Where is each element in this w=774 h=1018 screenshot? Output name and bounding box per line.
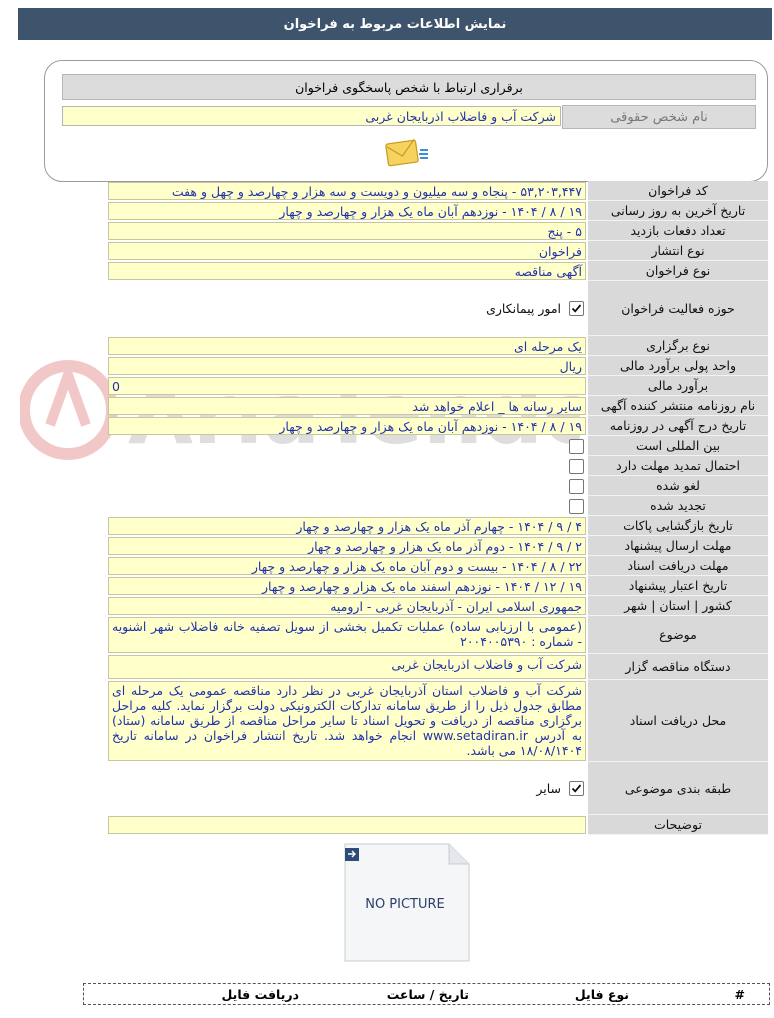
field-check-cancelled: [108, 476, 586, 496]
field-value-visit-count: ۵ - پنج: [108, 222, 586, 240]
field-label-last-update: تاریخ آخرین به روز رسانی: [588, 201, 768, 221]
field-row-proposal-validity: [108, 576, 768, 596]
field-row-holding-type: [108, 336, 768, 356]
contact-heading-text: برقراری ارتباط با شخص پاسخگوی فراخوان: [295, 79, 523, 95]
field-value-last-update: ۱۹ / ۸ / ۱۴۰۴ - نوزدهم آبان ماه یک هزار و چهارصد و چهار: [108, 202, 586, 220]
field-value-document-location: شرکت آب و فاضلاب استان آذربایجان غربی در نظر دارد مناقصه عمومی یک مرحله ای مطابق جدول ذیل را از طریق سامانه تدارکات الکترونیکی دولت برگزار نماید. کلیه مراحل برگزاری مناقصه از دریافت و تحویل اسناد تا سایر مراحل مناقصه از طریق سامانه (ستاد) به آدرس www.setadiran.ir انجام خواهد شد. تاریخ انتشار فراخوان در سامانه تاریخ ۱۸/۰۸/۱۴۰۴ می باشد.: [108, 681, 586, 761]
field-value-proposal-validity: ۱۹ / ۱۲ / ۱۴۰۴ - نوزدهم اسفند ماه یک هزار و چهارصد و چهار: [108, 577, 586, 595]
field-label-subject-category: طبقه بندی موضوعی: [588, 762, 768, 815]
field-value-holding-type: یک مرحله ای: [108, 337, 586, 355]
field-label-tender-type: نوع فراخوان: [588, 261, 768, 281]
checkbox-renewed[interactable]: [569, 499, 584, 514]
field-label-tendering-authority: دستگاه مناقصه گزار: [588, 654, 768, 680]
field-label-subject: موضوع: [588, 616, 768, 654]
legal-person-value: شرکت آب و فاضلاب اذربایجان غربی: [62, 106, 561, 126]
no-picture-image: [337, 840, 477, 965]
field-value-description: [108, 816, 586, 834]
field-row-document-deadline: [108, 556, 768, 576]
field-row-visit-count: [108, 221, 768, 241]
field-value-newspaper-name: سایر رسانه ها _ اعلام خواهد شد: [108, 397, 586, 415]
field-row-tender-code: [108, 181, 768, 201]
field-row-tender-type: [108, 261, 768, 281]
field-label-publish-type: نوع انتشار: [588, 241, 768, 261]
field-check-activity-field: [108, 281, 586, 336]
field-label-activity-field: حوزه فعالیت فراخوان: [588, 281, 768, 336]
field-label-tender-code: کد فراخوان: [588, 181, 768, 201]
field-value-tender-type: آگهی مناقصه: [108, 262, 586, 280]
field-label-visit-count: تعداد دفعات بازدید: [588, 221, 768, 241]
checkbox-cancelled[interactable]: [569, 479, 584, 494]
field-label-holding-type: نوع برگزاری: [588, 336, 768, 356]
field-value-tender-code: ۵۳,۲۰۳,۴۴۷ - پنجاه و سه میلیون و دویست و سه هزار و چهارصد و چهل و هفت: [108, 182, 586, 200]
field-check-international: [108, 436, 586, 456]
field-value-opening-date: ۴ / ۹ / ۱۴۰۴ - چهارم آذر ماه یک هزار و چهارصد و چهار: [108, 517, 586, 535]
field-label-cancelled: لغو شده: [588, 476, 768, 496]
field-row-location: [108, 596, 768, 616]
field-value-location: جمهوری اسلامی ایران - آذربایجان غربی - ارومیه: [108, 597, 586, 615]
field-row-currency-unit: [108, 356, 768, 376]
checkmark-icon: [571, 783, 582, 794]
field-row-subject-category: [108, 762, 768, 815]
field-value-currency-unit: ریال: [108, 357, 586, 375]
col-download: دریافت فایل: [221, 986, 299, 1002]
no-picture-text: NO PICTURE: [365, 897, 445, 912]
field-label-newspaper-date: تاریخ درج آگهی در روزنامه: [588, 416, 768, 436]
field-row-cancelled: [108, 476, 768, 496]
field-row-subject: [108, 616, 768, 654]
checkbox-extension-possible[interactable]: [569, 459, 584, 474]
field-label-currency-unit: واحد پولی برآورد مالی: [588, 356, 768, 376]
checkmark-icon: [571, 303, 582, 314]
field-row-document-location: [108, 680, 768, 762]
field-label-proposal-deadline: مهلت ارسال پیشنهاد: [588, 536, 768, 556]
field-row-description: [108, 815, 768, 835]
field-label-document-location: محل دریافت اسناد: [588, 680, 768, 762]
col-file-type: نوع فایل: [574, 986, 629, 1002]
col-datetime: تاریخ / ساعت: [386, 986, 469, 1002]
checkbox-subject-category[interactable]: [569, 781, 584, 796]
contact-panel: [44, 60, 768, 182]
field-label-budget-estimate: برآورد مالی: [588, 376, 768, 396]
field-label-description: توضیحات: [588, 815, 768, 835]
field-check-subject-category: [108, 762, 586, 815]
field-check-renewed: [108, 496, 586, 516]
checkbox-label-activity-field: امور پیمانکاری: [486, 301, 561, 316]
field-row-international: [108, 436, 768, 456]
legal-person-label-text: نام شخص حقوقی: [610, 109, 708, 125]
field-row-publish-type: [108, 241, 768, 261]
field-check-extension-possible: [108, 456, 586, 476]
field-row-last-update: [108, 201, 768, 221]
page-title-bar: [18, 8, 772, 40]
field-row-tendering-authority: [108, 654, 768, 680]
field-label-international: بین المللی است: [588, 436, 768, 456]
legal-person-label: [562, 105, 756, 129]
field-value-subject: (عمومی با ارزیابی ساده) عملیات تکمیل بخشی از سویل تصفیه خانه فاضلاب شهر اشنویه - شماره : ۲۰۰۴۰۰۵۳۹۰: [108, 617, 586, 653]
field-row-newspaper-name: [108, 396, 768, 416]
field-row-opening-date: [108, 516, 768, 536]
field-label-location: کشور | استان | شهر: [588, 596, 768, 616]
page-title: نمایش اطلاعات مربوط به فراخوان: [283, 16, 507, 32]
field-value-proposal-deadline: ۲ / ۹ / ۱۴۰۴ - دوم آذر ماه یک هزار و چهارصد و چهار: [108, 537, 586, 555]
field-row-extension-possible: [108, 456, 768, 476]
field-row-proposal-deadline: [108, 536, 768, 556]
field-label-renewed: تجدید شده: [588, 496, 768, 516]
field-row-renewed: [108, 496, 768, 516]
field-value-document-deadline: ۲۲ / ۸ / ۱۴۰۴ - بیست و دوم آبان ماه یک هزار و چهارصد و چهار: [108, 557, 586, 575]
field-label-extension-possible: احتمال تمدید مهلت دارد: [588, 456, 768, 476]
field-label-proposal-validity: تاریخ اعتبار پیشنهاد: [588, 576, 768, 596]
checkbox-international[interactable]: [569, 439, 584, 454]
col-index: #: [734, 986, 745, 1002]
contact-heading: [62, 74, 756, 100]
field-value-newspaper-date: ۱۹ / ۸ / ۱۴۰۴ - نوزدهم آبان ماه یک هزار و چهارصد و چهار: [108, 417, 586, 435]
field-value-budget-estimate: 0: [108, 377, 586, 395]
field-row-budget-estimate: [108, 376, 768, 396]
field-label-newspaper-name: نام روزنامه منتشر کننده آگهی: [588, 396, 768, 416]
field-label-opening-date: تاریخ بازگشایی پاکات: [588, 516, 768, 536]
field-row-newspaper-date: [108, 416, 768, 436]
field-row-activity-field: [108, 281, 768, 336]
field-label-document-deadline: مهلت دریافت اسناد: [588, 556, 768, 576]
files-table-header: [83, 983, 770, 1005]
checkbox-activity-field[interactable]: [569, 301, 584, 316]
field-value-tendering-authority: شرکت آب و فاضلاب اذربایجان غربی: [108, 655, 586, 679]
checkbox-label-subject-category: سایر: [536, 781, 561, 796]
mail-icon[interactable]: [383, 136, 431, 178]
field-value-publish-type: فراخوان: [108, 242, 586, 260]
